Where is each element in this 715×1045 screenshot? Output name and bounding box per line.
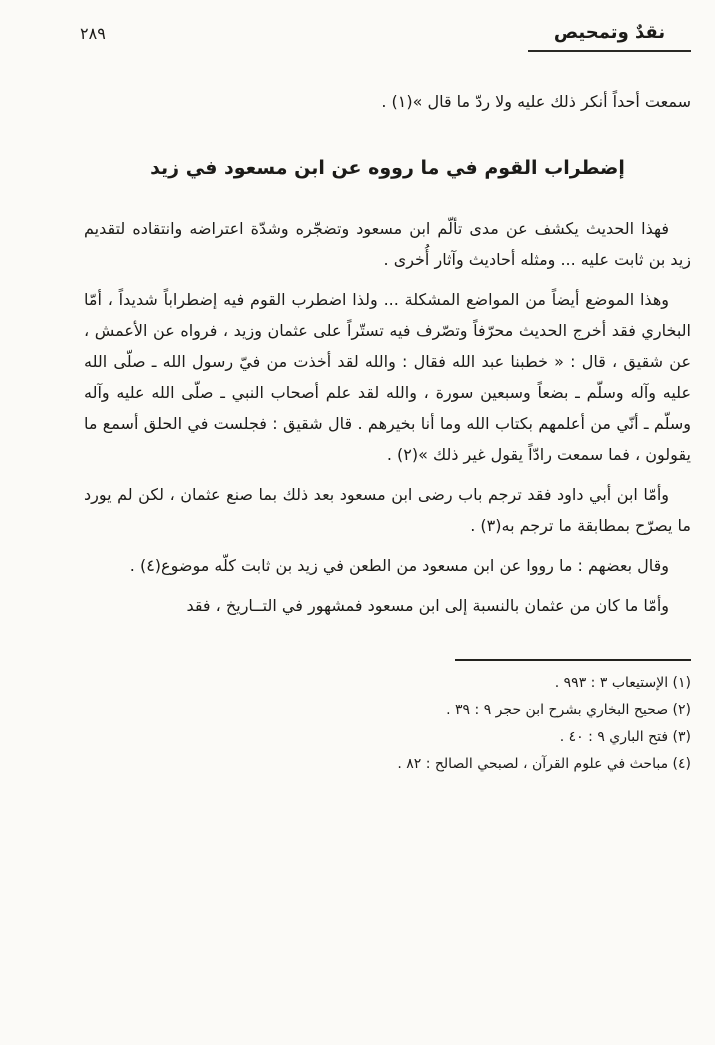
paragraph: وأمّا ابن أبي داود فقد ترجم باب رضى ابن مسعود بعد ذلك بما صنع عثمان ، لكن لم يورد ما يصرّح بمطابقة ما ترجم به(٣) .: [84, 485, 691, 535]
page-header: [0, 22, 715, 52]
footnote-divider: [455, 659, 691, 661]
section-heading: إضطراب القوم في ما رووه عن ابن مسعود في زيد: [150, 157, 625, 179]
paragraph: وقال بعضهم : ما رووا عن ابن مسعود من الطعن في زيد بن ثابت كلّه موضوع(٤) .: [129, 556, 669, 575]
footnote: (٣) فتح الباري ٩ : ٤٠ .: [559, 729, 691, 745]
footnote: (٢) صحيح البخاري بشرح ابن حجر ٩ : ٣٩ .: [446, 702, 691, 718]
footnote: (١) الإستيعاب ٣ : ٩٩٣ .: [554, 675, 691, 691]
footnotes-section: [84, 659, 691, 778]
footnote: (٤) مباحث في علوم القرآن ، لصبحي الصالح : ٨٢ .: [397, 756, 691, 772]
paragraph: فهذا الحديث يكشف عن مدى تألّم ابن مسعود وتضجّره وشدّة اعتراضه وانتقاده لتقديم زيد بن ثابت عليه ... ومثله أحاديث وآثار أُخرى .: [84, 219, 691, 269]
paragraph: وهذا الموضع أيضاً من المواضع المشكلة ... ولذا اضطرب القوم فيه إضطراباً شديداً ، أمّا البخاري فقد أخرج الحديث محرّفاً وتصّرف فيه تستّراً على عثمان وزيد ، فرواه عن الأعمش ، عن شقيق ، قال : « خطبنا عبد الله فقال : والله لقد أخذت من فيّ رسول الله ـ صلّى الله عليه وآله وسلّم ـ بضعاً وسبعين سورة ، والله لقد علم أصحاب النبي ـ صلّى الله عليه وآله وسلّم ـ أنّي من أعلمهم بكتاب الله وما أنا بخيرهم . قال شقيق : فجلست في الحلق أسمع ما يقولون ، فما سمعت رادّاً يقول غير ذلك »(٢) .: [84, 290, 691, 464]
paragraph-continuation: سمعت أحداً أنكر ذلك عليه ولا ردّ ما قال »(١) .: [381, 92, 691, 111]
book-title: نقدٌ وتمحيص: [528, 22, 691, 52]
page-number: ٢٨٩: [80, 24, 106, 43]
body-text: [84, 86, 691, 621]
paragraph: وأمّا ما كان من عثمان بالنسبة إلى ابن مسعود فمشهور في التــاريخ ، فقد: [186, 596, 669, 615]
